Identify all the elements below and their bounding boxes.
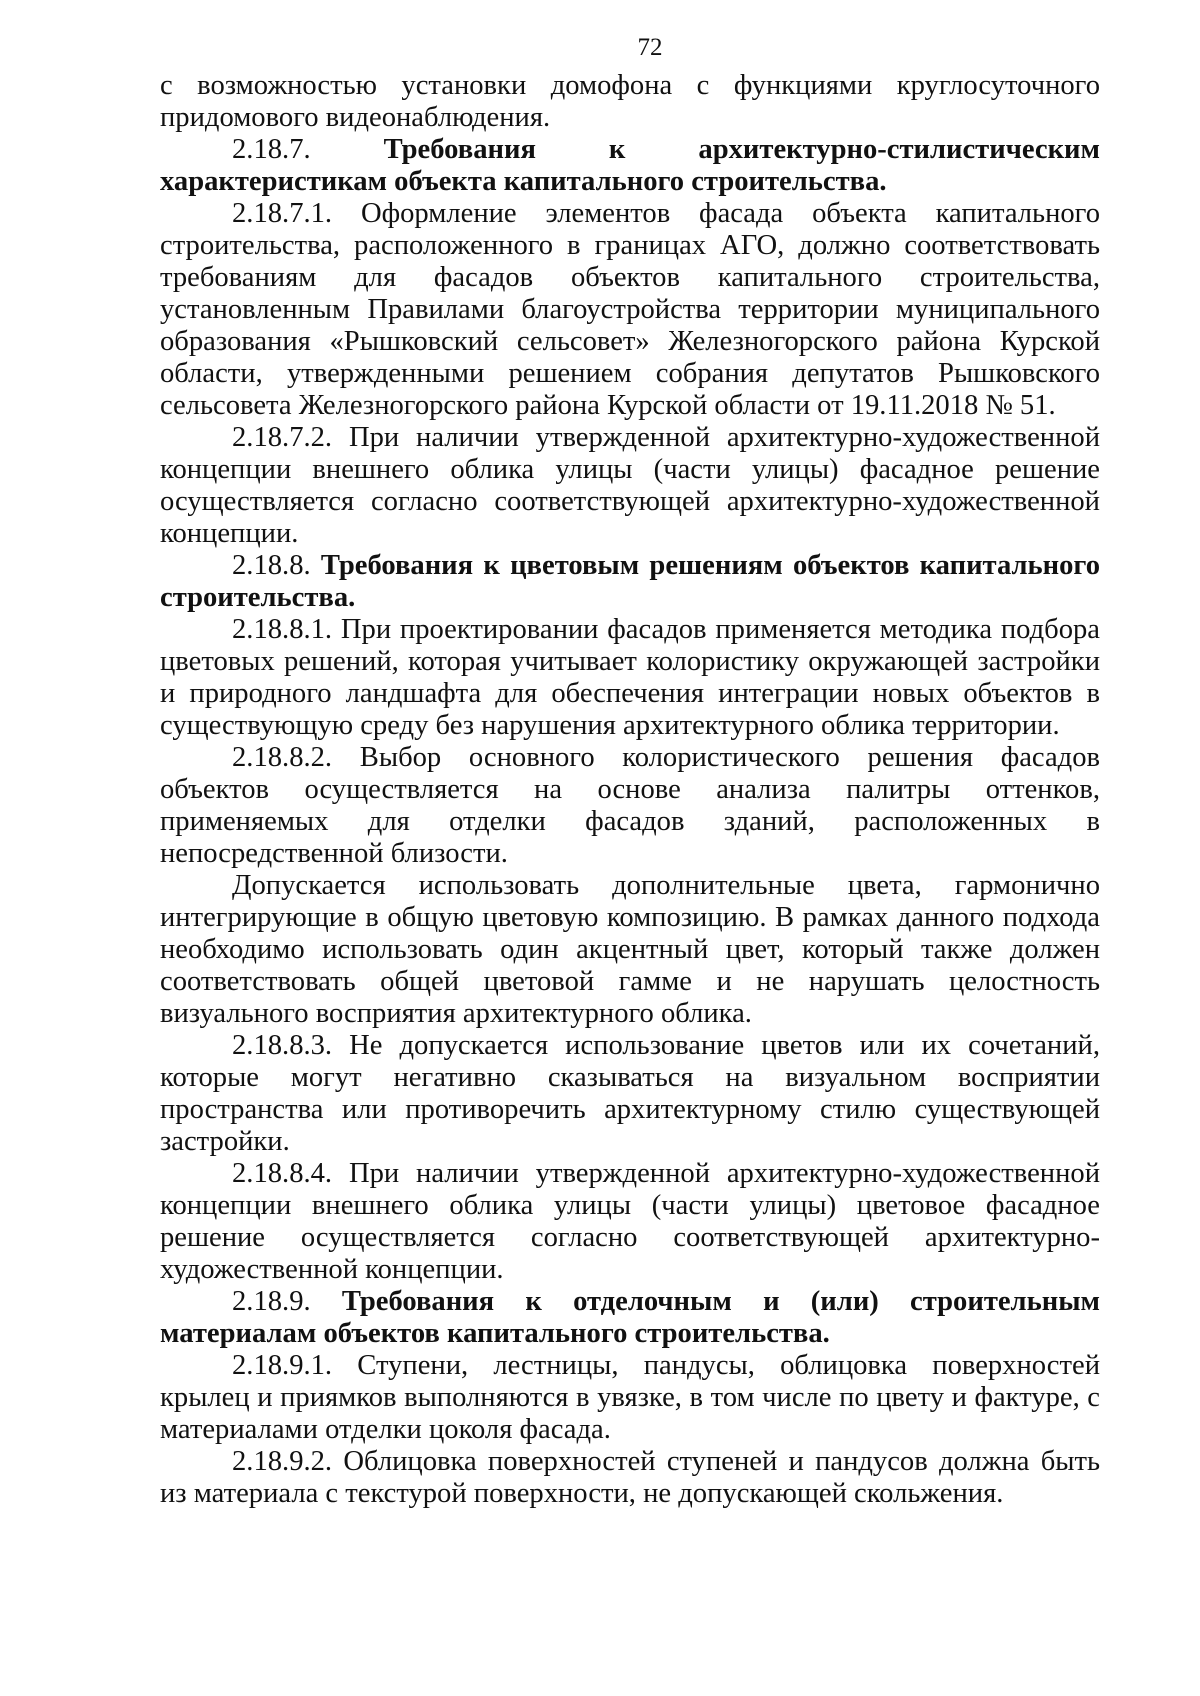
paragraph-text: Не допускается использование цветов или их сочетаний, которые могут негативно сказываться на визуальном восприятии пространства или противоречить архитектурному стилю существующей застройки.: [160, 1030, 1100, 1157]
paragraph-text: Облицовка поверхностей ступеней и пандусов должна быть из материала с текстурой поверхности, не допускающей скольжения.: [160, 1446, 1100, 1509]
clause-number: 2.18.7.2.: [232, 422, 333, 453]
paragraph-text: Допускается использовать дополнительные цвета, гармонично интегрирующие в общую цветовую композицию. В рамках данного подхода необходимо использовать один акцентный цвет, который также должен соответствовать общей цветовой гамме и не нарушать целостность визуального восприятия архитектурного облика.: [160, 870, 1100, 1029]
clause-number: 2.18.9.2.: [232, 1446, 333, 1477]
clause-2-18-7-2: [160, 422, 1100, 550]
paragraph-additional-colors: [160, 870, 1100, 1030]
clause-2-18-9-2: [160, 1446, 1100, 1510]
heading-text: Требования к отделочным и (или) строительным материалам объектов капитального строительства.: [160, 1286, 1100, 1349]
clause-2-18-8-2: [160, 742, 1100, 870]
paragraph-text: При проектировании фасадов применяется методика подбора цветовых решений, которая учитывает колористику окружающей застройки и природного ландшафта для обеспечения интеграции новых объектов в существующую среду без нарушения архитектурного облика территории.: [160, 614, 1100, 741]
clause-2-18-9-1: [160, 1350, 1100, 1446]
clause-number: 2.18.8.3.: [232, 1030, 333, 1061]
section-heading-2-18-7: [160, 134, 1100, 198]
paragraph-text: с возможностью установки домофона с функциями круглосуточного придомового видеонаблюдения.: [160, 70, 1100, 133]
paragraph-text: При наличии утвержденной архитектурно-художественной концепции внешнего облика улицы (части улицы) фасадное решение осуществляется согласно соответствующей архитектурно-художественной концепции.: [160, 422, 1100, 549]
clause-number: 2.18.8.1.: [232, 614, 333, 645]
heading-text: Требования к цветовым решениям объектов капитального строительства.: [160, 550, 1100, 613]
section-heading-2-18-8: [160, 550, 1100, 614]
page-number: 72: [637, 34, 663, 61]
clause-number: 2.18.9.: [232, 1286, 311, 1317]
clause-number: 2.18.7.: [232, 134, 311, 165]
clause-2-18-8-1: [160, 614, 1100, 742]
clause-number: 2.18.8.2.: [232, 742, 333, 773]
paragraph-text: При наличии утвержденной архитектурно-художественной концепции внешнего облика улицы (части улицы) цветовое фасадное решение осуществляется согласно соответствующей архитектурно-художественной концепции.: [160, 1158, 1100, 1285]
paragraph-text: Оформление элементов фасада объекта капитального строительства, расположенного в границах АГО, должно соответствовать требованиям для фасадов объектов капитального строительства, установленным Правилами благоустройства территории муниципального образования «Рышковский сельсовет» Железногорского района Курской области, утвержденными решением собрания депутатов Рышковского сельсовета Железногорского района Курской области от 19.11.2018 № 51.: [160, 198, 1100, 421]
paragraph-text: Выбор основного колористического решения фасадов объектов осуществляется на основе анализа палитры оттенков, применяемых для отделки фасадов зданий, расположенных в непосредственной близости.: [160, 742, 1100, 869]
clause-2-18-8-4: [160, 1158, 1100, 1286]
clause-number: 2.18.8.: [232, 550, 311, 581]
heading-text: Требования к архитектурно-стилистическим характеристикам объекта капитального строительства.: [160, 134, 1100, 197]
clause-2-18-8-3: [160, 1030, 1100, 1158]
clause-number: 2.18.9.1.: [232, 1350, 333, 1381]
clause-2-18-7-1: [160, 198, 1100, 422]
paragraph-text: Ступени, лестницы, пандусы, облицовка поверхностей крылец и приямков выполняются в увязке, в том числе по цвету и фактуре, с материалами отделки цоколя фасада.: [160, 1350, 1100, 1445]
clause-number: 2.18.8.4.: [232, 1158, 333, 1189]
clause-number: 2.18.7.1.: [232, 198, 333, 229]
section-heading-2-18-9: [160, 1286, 1100, 1350]
paragraph-continuation: [160, 70, 1100, 134]
